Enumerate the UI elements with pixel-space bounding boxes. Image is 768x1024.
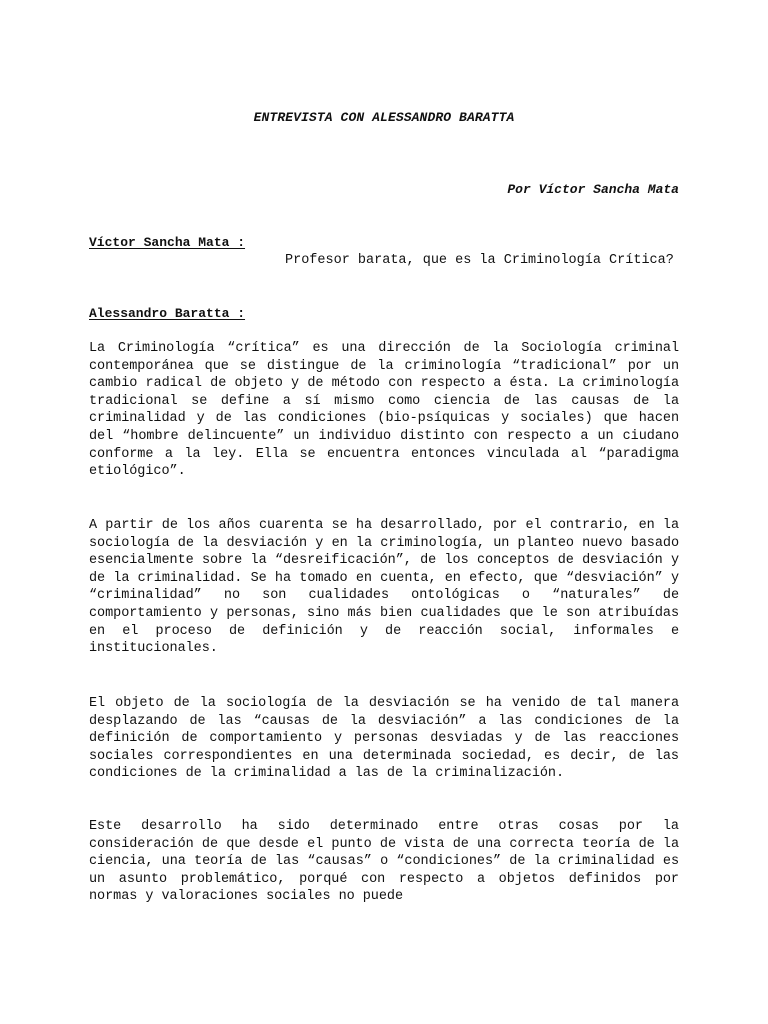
- answer-paragraph: A partir de los años cuarenta se ha desarrollado, por el contrario, en la sociología de la desviación y en la criminología, un planteo nuevo basado esencialmente sobre la “desreificación”, de los conceptos de desviación y de la criminalidad. Se ha tomado en cuenta, en efecto, que “desviación” y “criminalidad” no son cualidades ontológicas o “naturales” de comportamiento y personas, sino más bien cualidades que le son atribuídas en el proceso de definición y de reacción social, informales e institucionales.: [89, 518, 679, 657]
- interviewer-question: Profesor barata, que es la Criminología Crítica?: [285, 253, 674, 268]
- document-title: ENTREVISTA CON ALESSANDRO BARATTA: [253, 110, 515, 125]
- answer-paragraph: La Criminología “crítica” es una dirección de la Sociología criminal contemporánea que se distingue de la criminología “tradicional” por un cambio radical de objeto y de método con respecto a ésta. La criminología tradicional se define a sí mismo como ciencia de las causas de la criminalidad y de las condiciones (bio-psíquicas y sociales) que hacen del “hombre delincuente” un individuo distinto con respecto a un ciudano conforme a la ley. Ella se encuentra entonces vinculada al “paradigma etiológico”.: [89, 341, 679, 480]
- answer-paragraph: El objeto de la sociología de la desviación se ha venido de tal manera desplazando de las “causas de la desviación” a las condiciones de la definición de comportamiento y personas desviadas y de las reacciones sociales correspondientes en una determinada sociedad, es decir, de las condiciones de la criminalidad a las de la criminalización.: [89, 696, 679, 782]
- interviewer-speaker-label: Víctor Sancha Mata :: [89, 235, 246, 250]
- answer-paragraph: Este desarrollo ha sido determinado entre otras cosas por la consideración de que desde el punto de vista de una correcta teoría de la ciencia, una teoría de las “causas” o “condiciones” de la criminalidad es un asunto problemático, porqué con respecto a objetos definidos por normas y valoraciones sociales no puede: [89, 819, 679, 905]
- author-byline: Por Víctor Sancha Mata: [507, 182, 679, 197]
- interviewee-speaker-label: Alessandro Baratta :: [89, 306, 246, 321]
